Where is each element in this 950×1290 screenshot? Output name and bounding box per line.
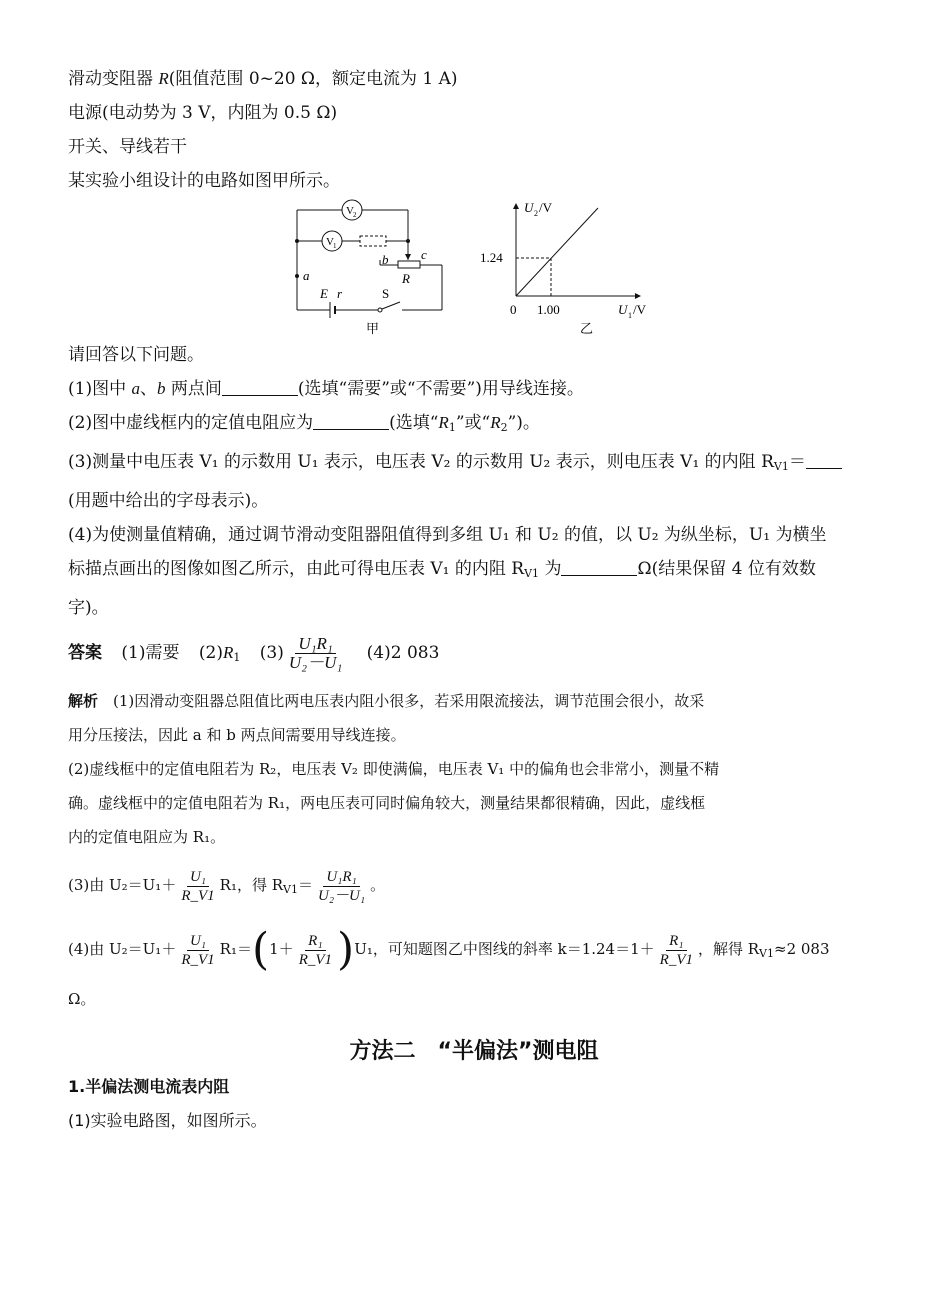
answer-blank-4[interactable] <box>561 559 637 576</box>
svg-text:1: 1 <box>333 242 337 250</box>
question-4: (4)为使测量值精确，通过调节滑动变阻器阻值得到多组 U₁ 和 U₂ 的值，以 U₂ 为纵坐标，U₁ 为横坐 <box>68 525 827 545</box>
question-1: (1)图中 a、b 两点间 (选填“需要”或“不需要”)用导线连接。 <box>68 379 584 399</box>
x-axis-label: U <box>618 302 628 317</box>
page-content <box>68 62 880 1138</box>
circuit-diagram-jia <box>290 198 460 338</box>
analysis-label: 解析 <box>68 692 99 710</box>
label-b: b <box>382 252 389 267</box>
design-statement: 某实验小组设计的电路如图甲所示。 <box>68 171 340 191</box>
caption-yi: 乙 <box>580 321 594 336</box>
analysis-p4-cont: Ω。 <box>68 990 96 1008</box>
equipment-switch: 开关、导线若干 <box>68 137 187 157</box>
question-3: (3)测量中电压表 V₁ 的示数用 U₁ 表示，电压表 V₂ 的示数用 U₂ 表示，则电压表 V₁ 的内阻 $R_{V1}=$ <box>68 445 880 484</box>
analysis-p3: (3)由 U₂＝U₁＋ $\frac{\text{U₁}}{R\_V1}$ R₁，得 $R_{V1}=$ $\frac{\text{U₁R₁}}{\text{U₂－U₁}}$ 。 <box>68 868 386 904</box>
svg-text:/V: /V <box>633 302 646 317</box>
method-2-heading: 方法二 “半偏法”测电阻 <box>349 1039 599 1064</box>
question-2: (2)图中虚线框内的定值电阻应为 (选填“$R_1$”或“$R_2$”)。 <box>68 413 540 434</box>
question-4-end: 字)。 <box>68 598 109 618</box>
figures-row <box>68 198 880 338</box>
rheostat-r <box>398 261 420 268</box>
graph-yi <box>480 198 650 338</box>
switch-s <box>382 302 400 309</box>
equipment-rheostat: 滑动变阻器 R(阻值范围 0~20 Ω，额定电流为 1 A) <box>68 69 458 89</box>
analysis-p2: (2)虚线框中的定值电阻若为 R₂，电压表 V₂ 即使满偏，电压表 V₁ 中的偏角也会非常小，测量不精 确。虚线框中的定值电阻若为 R₁，两电压表可同时偏角较大，测量结果都很精确，因此，虚线框 内的定值电阻应为 R₁。 <box>68 760 720 846</box>
question-4-cont: 标描点画出的图像如图乙所示，由此可得电压表 V₁ 的内阻 $R_{V1}$ 为 Ω(结果保留 4 位有效数 <box>68 559 816 580</box>
label-c: c <box>421 247 427 262</box>
method-2-item-1-sub: (1)实验电路图，如图所示。 <box>68 1111 267 1130</box>
v2-label: V <box>346 205 354 217</box>
caption-jia: 甲 <box>366 321 380 336</box>
series-line <box>516 208 598 296</box>
svg-text:2: 2 <box>353 211 357 219</box>
answer-label: 答案 <box>68 643 102 663</box>
answer-blank-2[interactable] <box>313 413 389 430</box>
label-a: a <box>303 268 310 283</box>
answer-blank-1[interactable] <box>222 379 298 396</box>
answer-blank-3[interactable] <box>806 452 842 469</box>
label-r-rheostat: R <box>402 271 410 286</box>
svg-text:/V: /V <box>539 200 552 215</box>
analysis-p1: 解析 (1)因滑动变阻器总阻值比两电压表内阻小很多，若采用限流接法，调节范围会很小，故采 用分压接法，因此 a 和 b 两点间需要用导线连接。 <box>68 692 705 744</box>
answer-row: 答案 (1)需要 $(2)R_1$ (3) $\frac{\text{U₁R₁}}{\text{U₂－U₁}}$ (4)2 083 <box>68 634 440 672</box>
question-3-cont: (用题中给出的字母表示)。 <box>68 491 269 511</box>
svg-text:2: 2 <box>534 209 538 218</box>
questions-intro: 请回答以下问题。 <box>68 345 204 365</box>
y-tick-label: 1.24 <box>480 250 503 265</box>
dashed-resistor-box <box>360 236 386 246</box>
svg-text:1: 1 <box>628 311 632 320</box>
v1-label: V <box>326 236 334 248</box>
analysis-p4: (4)由 U₂＝U₁＋ $\frac{\text{U₁}}{R\_V1}$ R₁＝(1＋ $\frac{\text{R₁}}{R\_V1}$ )U₁，可知题图乙中图线的斜率 k＝1.24＝1＋ $\frac{\text{R₁}}{R\_V1}$ ，解得 $R_{V1}\approx 2$ 083 <box>68 924 830 975</box>
x-tick-label: 1.00 <box>537 302 560 317</box>
equipment-source: 电源(电动势为 3 V，内阻为 0.5 Ω) <box>68 103 338 123</box>
label-r-internal: r <box>337 286 343 301</box>
origin-label: 0 <box>510 302 517 317</box>
method-2-item-1: 1.半偏法测电流表内阻 <box>68 1077 230 1096</box>
y-axis-label: U <box>524 200 534 215</box>
label-e: E <box>320 286 328 301</box>
answer-3-fraction: $\frac{\text{U₁R₁}}{\text{U₂－U₁}}$ <box>288 634 343 672</box>
label-s: S <box>382 286 390 301</box>
